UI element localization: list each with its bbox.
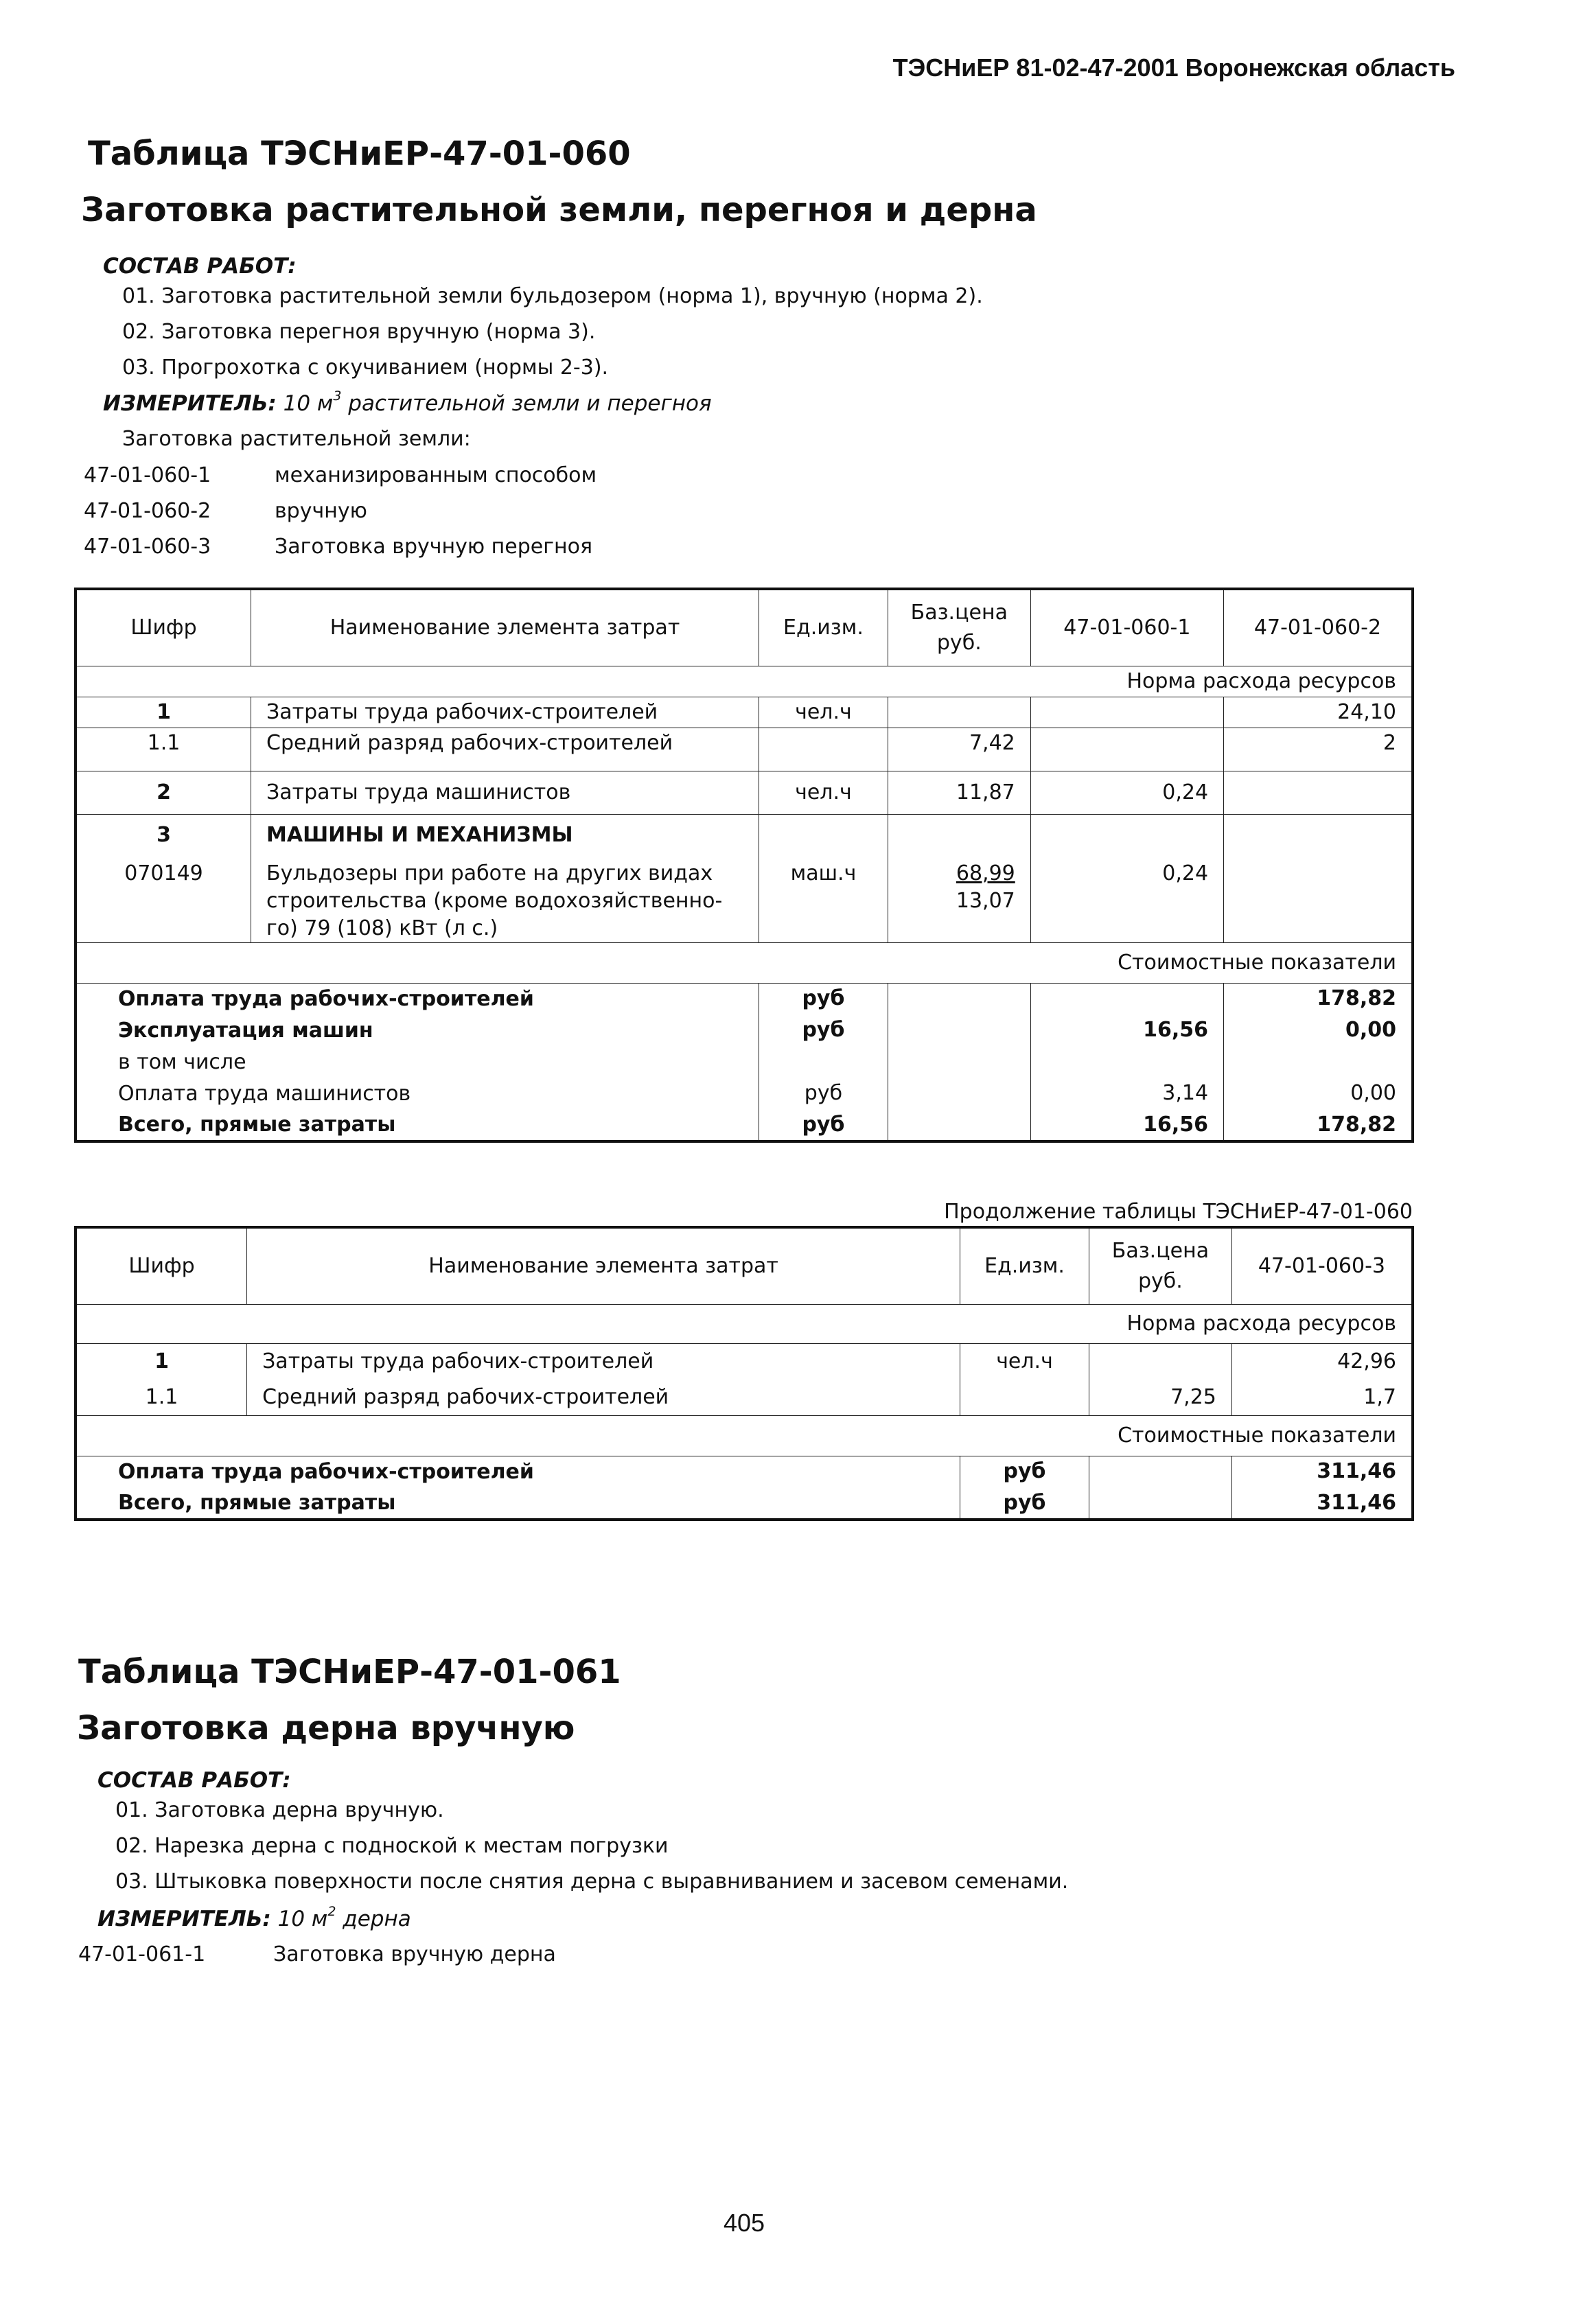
cost-value-2 — [1224, 1047, 1413, 1078]
cost-unit: руб — [759, 1110, 888, 1141]
work-item: 02. Нарезка дерна с подноской к местам погрузки — [115, 1834, 669, 1858]
code-desc: механизированным способом — [275, 463, 597, 487]
measure-value: 10 $м^3$ растительной земли и перегноя — [283, 388, 712, 416]
cost-unit: руб — [759, 1015, 888, 1047]
table-row-machine — [76, 856, 1413, 943]
row-value-1: 1,7 — [1231, 1380, 1413, 1416]
table-header-row — [76, 589, 1413, 666]
row-unit — [759, 815, 888, 857]
row-code: 1 — [76, 697, 251, 728]
col-header-unit: Ед.изм. — [960, 1227, 1089, 1305]
row-price — [1089, 1344, 1231, 1380]
cost-value-1 — [1030, 984, 1223, 1016]
row-value-1 — [1030, 815, 1223, 857]
work-item: 01. Заготовка дерна вручную. — [115, 1798, 444, 1822]
works-label: СОСТАВ РАБОТ: — [97, 1768, 291, 1793]
row-name: Затраты труда рабочих-строителей — [247, 1344, 960, 1380]
table-061-subtitle: Заготовка дерна вручную — [77, 1709, 575, 1747]
row-unit: маш.ч — [759, 856, 888, 943]
col-header-norm-1: 47-01-060-1 — [1030, 589, 1223, 666]
works-label: СОСТАВ РАБОТ: — [103, 254, 297, 279]
cost-value-1: 16,56 — [1030, 1015, 1223, 1047]
norm-section-label: Норма расхода ресурсов — [76, 666, 1413, 697]
row-name: Средний разряд рабочих-строителей — [251, 728, 759, 771]
table-row — [76, 771, 1413, 815]
cost-name: Оплата труда рабочих-строителей — [76, 984, 759, 1016]
row-value-1: 0,24 — [1030, 771, 1223, 815]
row-price: 11,87 — [888, 771, 1030, 815]
row-code: 1.1 — [76, 1380, 247, 1416]
cost-value-1: 311,46 — [1231, 1488, 1413, 1520]
table-header-row — [76, 1227, 1413, 1305]
cost-section-label: Стоимостные показатели — [76, 943, 1413, 984]
row-code: 2 — [76, 771, 251, 815]
row-value-2 — [1224, 815, 1413, 857]
row-code: 3 — [76, 815, 251, 857]
work-item: 03. Штыковка поверхности после снятия дерна с выравниванием и засевом семенами. — [115, 1870, 1069, 1894]
cost-row — [76, 1047, 1413, 1078]
row-value-2: 24,10 — [1224, 697, 1413, 728]
work-item: 03. Прогрохотка с окучиванием (нормы 2-3). — [122, 356, 609, 380]
col-header-unit: Ед.изм. — [759, 589, 888, 666]
table-row — [76, 815, 1413, 857]
row-name: Затраты труда машинистов — [251, 771, 759, 815]
cost-value-2: 178,82 — [1224, 1110, 1413, 1141]
row-name-line: строительства (кроме водохозяйственно- — [266, 889, 723, 913]
row-name: Затраты труда рабочих-строителей — [251, 697, 759, 728]
cost-name: Всего, прямые затраты — [76, 1110, 759, 1141]
price-bottom: 13,07 — [956, 889, 1015, 913]
group-line: Заготовка растительной земли: — [122, 427, 471, 451]
row-name-line: го) 79 (108) кВт (л с.) — [266, 916, 498, 940]
code-desc: вручную — [275, 499, 367, 523]
col-header-price: Баз.цена руб. — [888, 589, 1030, 666]
cost-section-label: Стоимостные показатели — [76, 1416, 1413, 1456]
cost-row — [76, 1456, 1413, 1489]
col-header-norm-2: 47-01-060-2 — [1224, 589, 1413, 666]
cost-name: Оплата труда машинистов — [76, 1078, 759, 1110]
row-value-2 — [1224, 771, 1413, 815]
row-value-1 — [1030, 728, 1223, 771]
row-code: 1 — [76, 1344, 247, 1380]
cost-unit: руб — [759, 984, 888, 1016]
cost-value-1: 3,14 — [1030, 1078, 1223, 1110]
row-price — [888, 697, 1030, 728]
cost-row — [76, 984, 1413, 1016]
code-id: 47-01-060-1 — [84, 463, 211, 487]
table-060-subtitle: Заготовка растительной земли, перегноя и дерна — [81, 191, 1037, 229]
continuation-caption: Продолжение таблицы ТЭСНиЕР-47-01-060 — [944, 1200, 1413, 1224]
row-price: 7,42 — [888, 728, 1030, 771]
row-name — [251, 856, 759, 943]
row-code: 070149 — [76, 856, 251, 943]
measure-label: ИЗМЕРИТЕЛЬ: — [97, 1907, 271, 1931]
cost-value-1: 311,46 — [1231, 1456, 1413, 1489]
cost-value-1: 16,56 — [1030, 1110, 1223, 1141]
work-item: 01. Заготовка растительной земли бульдозером (норма 1), вручную (норма 2). — [122, 284, 983, 308]
table-row — [76, 728, 1413, 771]
col-header-name: Наименование элемента затрат — [247, 1227, 960, 1305]
row-price: 7,25 — [1089, 1380, 1231, 1416]
row-unit: чел.ч — [759, 697, 888, 728]
page-number: 405 — [724, 2209, 765, 2237]
code-desc: Заготовка вручную дерна — [273, 1942, 556, 1966]
cost-value-2: 178,82 — [1224, 984, 1413, 1016]
row-value-2: 2 — [1224, 728, 1413, 771]
row-name: Средний разряд рабочих-строителей — [247, 1380, 960, 1416]
row-name-line: Бульдозеры при работе на других видах — [266, 861, 713, 885]
row-code: 1.1 — [76, 728, 251, 771]
code-id: 47-01-060-3 — [84, 535, 211, 559]
col-header-price: Баз.цена руб. — [1089, 1227, 1231, 1305]
row-unit — [759, 728, 888, 771]
measure-line — [103, 388, 712, 416]
row-unit: чел.ч — [960, 1344, 1089, 1380]
cost-row — [76, 1078, 1413, 1110]
measure-value: 10 $м^2$ дерна — [277, 1904, 411, 1931]
table-061-title: Таблица ТЭСНиЕР-47-01-061 — [78, 1653, 621, 1691]
row-name: МАШИНЫ И МЕХАНИЗМЫ — [251, 815, 759, 857]
row-price — [888, 815, 1030, 857]
col-header-code: Шифр — [76, 1227, 247, 1305]
resource-table-a — [74, 588, 1414, 1143]
table-row — [76, 1344, 1413, 1380]
cost-unit: руб — [759, 1078, 888, 1110]
table-060-title: Таблица ТЭСНиЕР-47-01-060 — [88, 135, 631, 173]
cost-unit: руб — [960, 1488, 1089, 1520]
measure-label: ИЗМЕРИТЕЛЬ: — [103, 391, 277, 416]
work-item: 02. Заготовка перегноя вручную (норма 3). — [122, 320, 596, 344]
cost-name: Оплата труда рабочих-строителей — [76, 1456, 960, 1489]
cost-value-2: 0,00 — [1224, 1078, 1413, 1110]
cost-name: Эксплуатация машин — [76, 1015, 759, 1047]
row-value-2 — [1224, 856, 1413, 943]
cost-name: Всего, прямые затраты — [76, 1488, 960, 1520]
row-unit — [960, 1380, 1089, 1416]
row-unit: чел.ч — [759, 771, 888, 815]
norm-section-label: Норма расхода ресурсов — [76, 1305, 1413, 1344]
row-value-1: 0,24 — [1030, 856, 1223, 943]
code-id: 47-01-060-2 — [84, 499, 211, 523]
row-value-1 — [1030, 697, 1223, 728]
code-desc: Заготовка вручную перегноя — [275, 535, 592, 559]
cost-value-2: 0,00 — [1224, 1015, 1413, 1047]
cost-value-1 — [1030, 1047, 1223, 1078]
cost-unit: руб — [960, 1456, 1089, 1489]
table-row — [76, 1380, 1413, 1416]
measure-line — [97, 1904, 411, 1931]
code-id: 47-01-061-1 — [78, 1942, 206, 1966]
cost-unit — [759, 1047, 888, 1078]
price-top: 68,99 — [956, 861, 1015, 885]
running-header: ТЭСНиЕР 81-02-47-2001 Воронежская область — [892, 54, 1455, 82]
cost-row — [76, 1488, 1413, 1520]
col-header-name: Наименование элемента затрат — [251, 589, 759, 666]
row-price — [888, 856, 1030, 943]
cost-name: в том числе — [76, 1047, 759, 1078]
resource-table-b — [74, 1226, 1414, 1521]
col-header-code: Шифр — [76, 589, 251, 666]
table-row — [76, 697, 1413, 728]
row-value-1: 42,96 — [1231, 1344, 1413, 1380]
cost-row — [76, 1110, 1413, 1141]
cost-row — [76, 1015, 1413, 1047]
col-header-norm-3: 47-01-060-3 — [1231, 1227, 1413, 1305]
